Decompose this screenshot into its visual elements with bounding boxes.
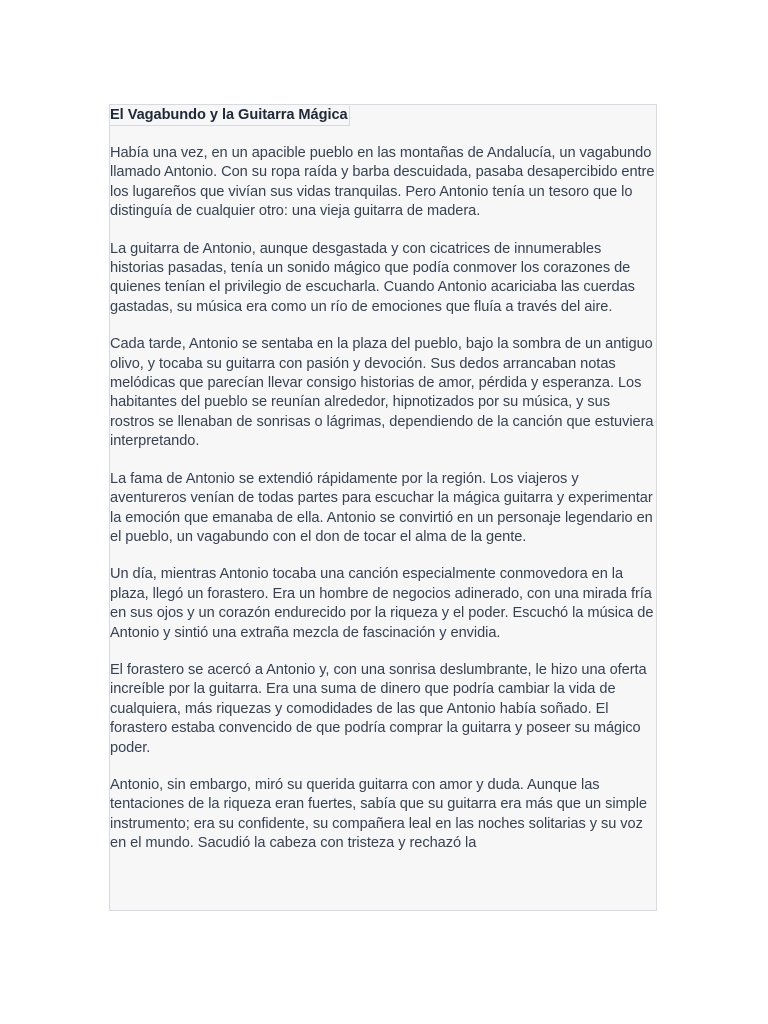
paragraph-2: La guitarra de Antonio, aunque desgastada y con cicatrices de innumerables historias pasadas, tenía un sonido mágico que podía conmover los corazones de quienes tenían el privilegio de escucharla. Cuando Antonio acariciaba las cuerdas gastadas, su música era como un río de emociones que fluía a través del aire. xyxy=(110,240,635,315)
document-page xyxy=(109,104,657,911)
paragraph-7: Antonio, sin embargo, miró su querida guitarra con amor y duda. Aunque las tentaciones de la riqueza eran fuertes, sabía que su guitarra era más que un simple instrumento; era su confidente, su compañera leal en las noches solitarias y su voz en el mundo. Sacudió la cabeza con tristeza y rechazó la xyxy=(110,776,647,852)
document-title: El Vagabundo y la Guitarra Mágica xyxy=(110,106,350,126)
paragraph-4: La fama de Antonio se extendió rápidamente por la región. Los viajeros y aventureros venían de todas partes para escuchar la mágica guitarra y experimentar la emoción que emanaba de ella. Antonio se convirtió en un personaje legendario en el pueblo, un vagabundo con el don de tocar el alma de la gente. xyxy=(110,470,653,545)
paragraph-5: Un día, mientras Antonio tocaba una canción especialmente conmovedora en la plaza, llegó un forastero. Era un hombre de negocios adinerado, con una mirada fría en sus ojos y un corazón endurecido por la riqueza y el poder. Escuchó la música de Antonio y sintió una extraña mezcla de fascinación y envidia. xyxy=(110,566,654,641)
paragraph-6: El forastero se acercó a Antonio y, con una sonrisa deslumbrante, le hizo una oferta increíble por la guitarra. Era una suma de dinero que podría cambiar la vida de cualquiera, más riquezas y comodidades de las que Antonio había soñado. El forastero estaba convencido de que podría comprar la guitarra y poseer su mágico poder. xyxy=(110,661,647,756)
document-content xyxy=(110,105,656,854)
paragraph-1: Había una vez, en un apacible pueblo en las montañas de Andalucía, un vagabundo llamado Antonio. Con su ropa raída y barba descuidada, pasaba desapercibido entre los lugareños que vivían sus vidas tranquilas. Pero Antonio tenía un tesoro que lo distinguía de cualquier otro: una vieja guitarra de madera. xyxy=(110,145,655,220)
title-wrapper xyxy=(110,106,656,126)
paragraph-3: Cada tarde, Antonio se sentaba en la plaza del pueblo, bajo la sombra de un antiguo olivo, y tocaba su guitarra con pasión y devoción. Sus dedos arrancaban notas melódicas que parecían llevar consigo historias de amor, pérdida y esperanza. Los habitantes del pueblo se reunían alrededor, hipnotizados por su música, y sus rostros se llenaban de sonrisas o lágrimas, dependiendo de la canción que estuviera interpretando. xyxy=(110,336,654,450)
